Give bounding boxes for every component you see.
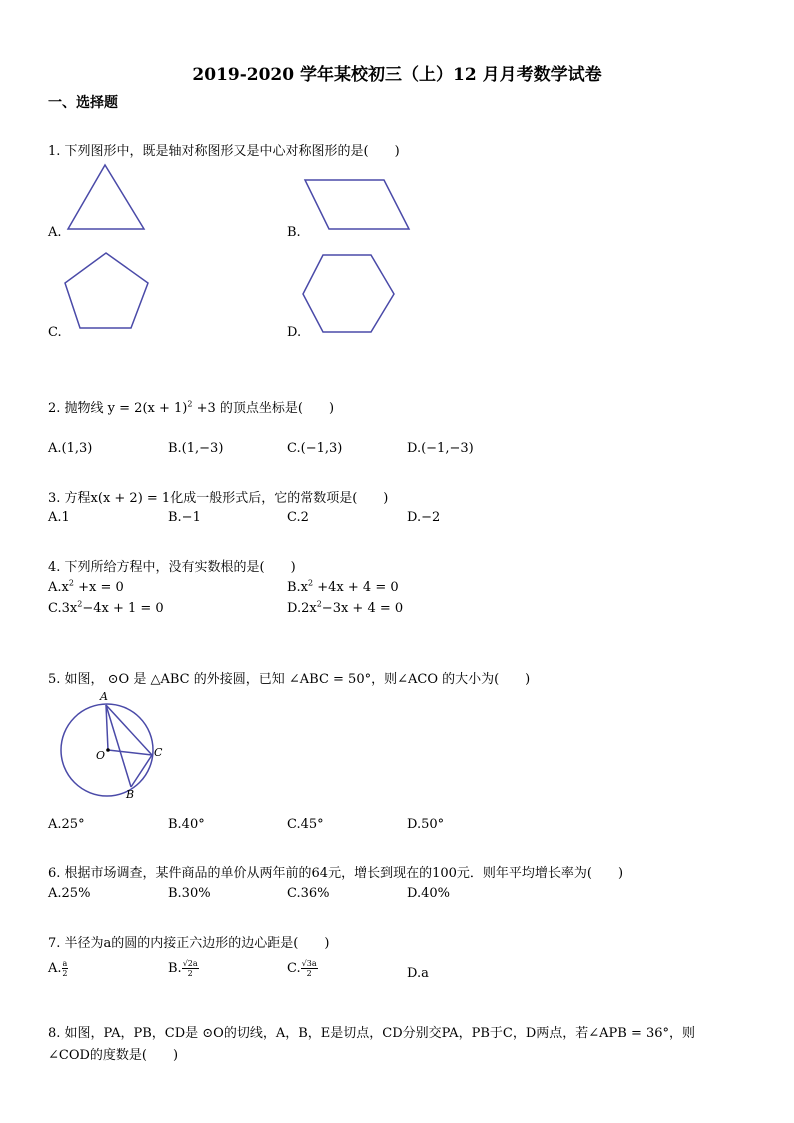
question-4-stem: 4. 下列所给方程中，没有实数根的是( ) (48, 560, 296, 575)
question-5-option-b: B.40° (168, 817, 205, 832)
segment-oc (108, 750, 152, 755)
page-title: 2019-2020 学年某校初三（上）12 月月考数学试卷 (192, 65, 602, 85)
question-2-option-a: A.(1,3) (48, 441, 93, 456)
question-3-option-a: A.1 (48, 510, 70, 525)
question-1-stem: 1. 下列图形中，既是轴对称图形又是中心对称图形的是( ) (48, 144, 400, 159)
question-3-option-b: B.−1 (168, 510, 201, 525)
figure-label-a: A (100, 690, 108, 703)
section-heading: 一、选择题 (48, 95, 118, 111)
question-2-option-c: C.(−1,3) (287, 441, 343, 456)
question-1-option-d-label: D. (287, 325, 302, 340)
question-8-stem-line-1: 8. 如图，PA，PB，CD是 ⊙O的切线，A，B，E是切点，CD分别交PA，PB于C，D两点，若∠APB = 36°，则 (48, 1026, 696, 1041)
question-3-stem: 3. 方程x(x + 2) = 1化成一般形式后，它的常数项是( ) (48, 491, 389, 506)
exponent: 2 (187, 399, 193, 409)
pentagon-shape (65, 253, 148, 328)
segment-bc (131, 755, 152, 787)
question-5-option-c: C.45° (287, 817, 324, 832)
question-1-option-c-label: C. (48, 325, 62, 340)
question-2-option-d: D.(−1,−3) (407, 441, 474, 456)
segment-ab (106, 705, 131, 787)
circle-figure (0, 0, 1, 1)
center-point (106, 748, 110, 752)
question-3-option-d: D.−2 (407, 510, 441, 525)
question-8-stem-line-2: ∠COD的度数是( ) (48, 1048, 179, 1063)
question-7-option-c: C. $\frac{√3a}{2}$ (287, 959, 317, 978)
question-6-option-a: A.25% (48, 886, 91, 901)
question-1-option-a-label: A. (48, 225, 62, 240)
question-7-stem: 7. 半径为a的圆的内接正六边形的边心距是( ) (48, 936, 330, 951)
question-4-option-b: $B.x^2 +4x + 4 = 0$ (287, 578, 399, 595)
triangle-shape (68, 165, 144, 229)
question-7-option-b: B. $\frac{√2a}{2}$ (168, 959, 198, 978)
question-4-option-c: $C.3x^2-4x + 1 = 0$ (48, 599, 164, 616)
figure-label-b: B (126, 788, 135, 801)
question-5-stem: 5. 如图， ⊙O 是 △ABC 的外接圆，已知 ∠ABC = 50°，则∠ACO 的大小为( ) (48, 672, 531, 687)
question-7-option-d: D.a (407, 966, 429, 981)
figure-label-c: C (154, 746, 163, 759)
question-6-stem: 6. 根据市场调查，某件商品的单价从两年前的64元，增长到现在的100元．则年平均增长率为( ) (48, 866, 624, 881)
question-2-stem: 2. 抛物线 $y = 2(x + 1)^2 +3$ 的顶点坐标是( ) (48, 399, 335, 416)
parallelogram-shape (305, 180, 409, 229)
question-3-option-c: C.2 (287, 510, 309, 525)
question-6-option-c: C.36% (287, 886, 330, 901)
question-5-option-a: A.25° (48, 817, 85, 832)
question-6-option-b: B.30% (168, 886, 211, 901)
question-5-option-d: D.50° (407, 817, 445, 832)
question-6-option-d: D.40% (407, 886, 450, 901)
figure-label-o: O (96, 749, 106, 762)
question-2-option-b: B.(1,−3) (168, 441, 224, 456)
question-4-option-d: $D.2x^2-3x + 4 = 0$ (287, 599, 404, 616)
question-7-option-a: A. $\frac{a}{2}$ (48, 959, 68, 978)
question-1-option-b-label: B. (287, 225, 301, 240)
hexagon-shape (303, 255, 394, 332)
question-4-option-a: $A.x^2 +x = 0$ (48, 578, 124, 595)
